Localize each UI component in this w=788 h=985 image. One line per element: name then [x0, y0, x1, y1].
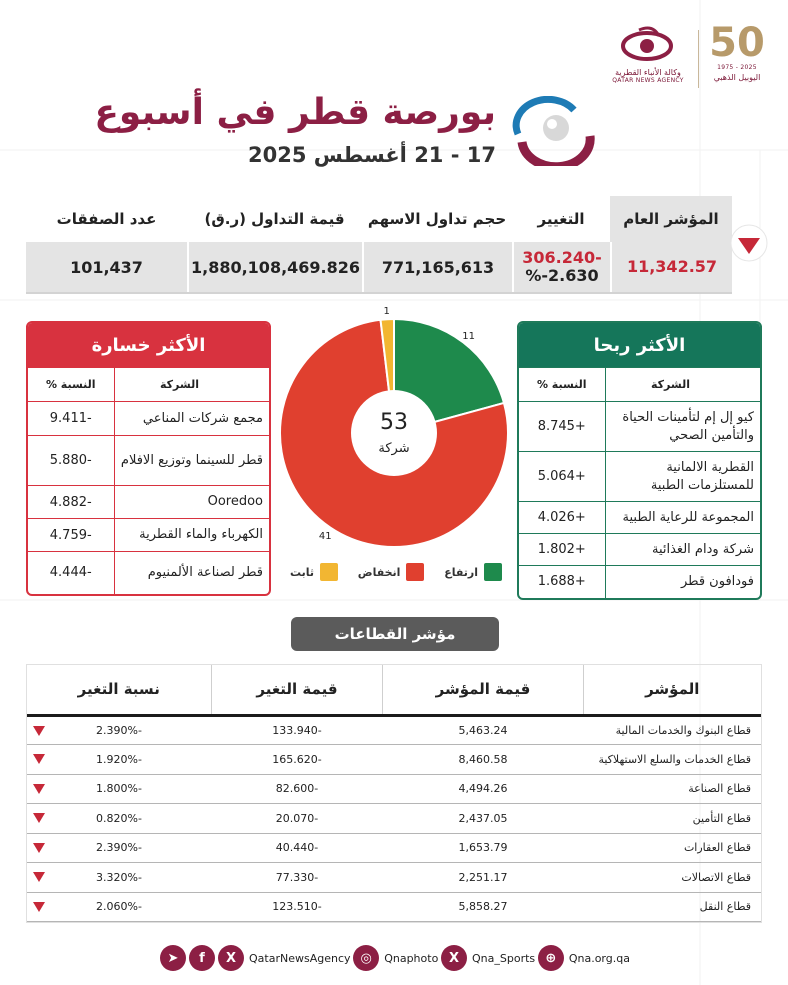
table-row [519, 502, 760, 534]
top-losers-header-row [28, 368, 269, 402]
sector-change: -133.940 [211, 715, 383, 745]
top-gainers-title: الأكثر ربحا [519, 323, 760, 367]
company-percent: -4.882 [28, 486, 114, 519]
page-subtitle: 17 - 21 أغسطس 2025 [248, 143, 496, 167]
qna-name-en: QATAR NEWS AGENCY [612, 77, 684, 85]
down-arrow-icon [730, 224, 768, 262]
sector-value: 5,463.24 [383, 715, 583, 745]
sector-name: قطاع التأمين [583, 804, 761, 834]
header-volume: حجم تداول الاسهم [367, 210, 507, 228]
jubilee-number: 50 [709, 20, 765, 66]
stock-exchange-logo-icon [508, 96, 598, 166]
agency-handle[interactable]: QatarNewsAgency [249, 951, 351, 965]
deals-value: 101,437 [70, 257, 143, 277]
down-triangle-icon [33, 754, 45, 764]
sector-change-pct-text: -0.820% [96, 811, 142, 825]
sector-name: قطاع البنوك والخدمات المالية [583, 715, 761, 745]
col-company: الشركة [605, 368, 760, 402]
header-general-index: المؤشر العام [610, 196, 732, 242]
company-name: الكهرباء والماء القطرية [114, 519, 269, 552]
footer-social [160, 943, 630, 973]
legend-item-up [444, 563, 502, 581]
company-name: قطر لصناعة الألمنيوم [114, 552, 269, 594]
down-triangle-icon [33, 872, 45, 882]
sector-change-pct [27, 774, 211, 804]
top-losers-table [28, 367, 269, 594]
website-url[interactable]: Qna.org.qa [568, 951, 630, 965]
jubilee-years: 1975 - 2025 [717, 64, 757, 71]
footer-photo-link[interactable] [353, 945, 438, 971]
agency-icons [160, 945, 244, 971]
sector-value: 1,653.79 [383, 833, 583, 863]
table-row [27, 774, 761, 804]
pie-legend [290, 563, 502, 581]
table-row [28, 486, 269, 519]
sector-change-pct [27, 804, 211, 834]
legend-item-flat [290, 563, 338, 581]
qna-name-ar: وكالة الأنباء القطرية [615, 68, 681, 77]
logo-divider [698, 30, 699, 88]
sector-change-pct-text: -1.920% [96, 752, 142, 766]
sector-change-pct [27, 863, 211, 893]
sectors-table [27, 665, 761, 922]
companies-pie-chart [272, 300, 516, 550]
index-summary-values [26, 242, 732, 294]
table-row [28, 552, 269, 594]
change-percent: %-2.630 [525, 266, 599, 285]
col-company: الشركة [114, 368, 269, 402]
sector-change: -82.600 [211, 774, 383, 804]
col-sector-change: قيمة التغير [211, 665, 383, 715]
qna-logo [598, 22, 698, 84]
top-losers-title: الأكثر خسارة [28, 323, 269, 367]
sectors-header-row [27, 665, 761, 715]
sector-change: -77.330 [211, 863, 383, 893]
sports-handle[interactable]: Qna_Sports [472, 951, 536, 965]
legend-item-down [358, 563, 425, 581]
down-triangle-icon [33, 902, 45, 912]
table-row [28, 402, 269, 436]
golden-jubilee-logo [702, 22, 772, 82]
volume-value: 771,165,613 [362, 242, 512, 292]
footer-sports-link[interactable] [441, 945, 535, 971]
table-row [519, 402, 760, 452]
footer-website-link[interactable] [538, 945, 630, 971]
company-percent: +5.064 [519, 452, 605, 502]
legend-swatch-up [484, 563, 502, 581]
sector-name: قطاع الاتصالات [583, 863, 761, 893]
table-row [28, 436, 269, 486]
globe-icon[interactable]: ⊕ [538, 945, 564, 971]
sector-value: 2,437.05 [383, 804, 583, 834]
col-sector-change-pct: نسبة التغير [77, 680, 160, 699]
general-index-value: 11,342.57 [610, 242, 732, 292]
legend-label-down: انخفاض [357, 565, 401, 579]
legend-label-flat: ثابت [290, 565, 315, 579]
photo-handle[interactable]: Qnaphoto [384, 951, 439, 965]
table-row [27, 892, 761, 922]
top-gainers-panel [517, 321, 762, 600]
sector-change: -165.620 [211, 745, 383, 775]
table-row [28, 519, 269, 552]
company-percent: +4.026 [519, 502, 605, 534]
top-losers-panel [26, 321, 271, 596]
company-percent: -5.880 [28, 436, 114, 486]
jubilee-label: اليوبيل الذهبي [713, 73, 761, 82]
sector-value: 8,460.58 [383, 745, 583, 775]
sector-value: 2,251.17 [383, 863, 583, 893]
sector-change-pct-text: -1.800% [96, 782, 142, 796]
down-triangle-icon [33, 843, 45, 853]
company-percent: +8.745 [519, 402, 605, 452]
sector-change-pct-text: -2.390% [96, 723, 142, 737]
down-triangle-icon [33, 813, 45, 823]
sector-name: قطاع الصناعة [583, 774, 761, 804]
company-percent: -9.411 [28, 402, 114, 436]
instagram-icon[interactable]: ◎ [353, 945, 379, 971]
legend-swatch-flat [320, 563, 338, 581]
company-name: فودافون قطر [605, 566, 760, 598]
sector-name: قطاع العقارات [583, 833, 761, 863]
sector-name: قطاع النقل [583, 892, 761, 922]
table-row [27, 804, 761, 834]
company-percent: -4.759 [28, 519, 114, 552]
company-percent: -4.444 [28, 552, 114, 594]
col-percent: النسبة % [519, 368, 605, 402]
qna-emblem-icon [619, 22, 677, 66]
footer-agency-link[interactable] [160, 945, 351, 971]
company-name: قطر للسينما وتوزيع الافلام [114, 436, 269, 486]
trade-value: 1,880,108,469.826 [187, 242, 362, 292]
company-percent: +1.688 [519, 566, 605, 598]
sector-change-pct-text: -3.320% [96, 870, 142, 884]
sector-name: قطاع الخدمات والسلع الاستهلاكية [583, 745, 761, 775]
company-percent: +1.802 [519, 534, 605, 566]
company-name: كيو إل إم لتأمينات الحياة والتأمين الصحي [605, 402, 760, 452]
col-sector-value: قيمة المؤشر [383, 665, 583, 715]
x-icon[interactable]: X [441, 945, 467, 971]
sector-change-pct [27, 833, 211, 863]
header-change: التغيير [537, 210, 585, 228]
top-gainers-table [519, 367, 760, 598]
down-triangle-icon [33, 726, 45, 736]
change-points: -306.240 [522, 247, 602, 267]
legend-swatch-down [406, 563, 424, 581]
header-value: قيمة التداول (ر.ق) [204, 210, 345, 228]
company-name: Ooredoo [114, 486, 269, 519]
col-sector: المؤشر [583, 665, 761, 715]
pie-slice-label: 11 [462, 331, 476, 343]
header-deals: عدد الصفقات [56, 210, 157, 228]
down-triangle-icon [33, 784, 45, 794]
table-row [519, 566, 760, 598]
table-row [519, 534, 760, 566]
table-row [27, 745, 761, 775]
sector-value: 5,858.27 [383, 892, 583, 922]
index-summary-table [26, 196, 732, 294]
company-name: المجموعة للرعاية الطبية [605, 502, 760, 534]
pie-slice-label: 41 [318, 531, 332, 543]
sector-change: -40.440 [211, 833, 383, 863]
sector-change: -20.070 [211, 804, 383, 834]
sector-change-pct [27, 745, 211, 775]
sector-change-pct-text: -2.060% [96, 900, 142, 914]
table-row [27, 863, 761, 893]
company-name: مجمع شركات المناعي [114, 402, 269, 436]
index-summary-header [26, 196, 732, 242]
pie-slice-label: 1 [383, 306, 390, 318]
sectors-table-wrap [26, 664, 762, 923]
x-icon[interactable]: X [218, 945, 244, 971]
sector-change-pct [27, 892, 211, 922]
table-row [519, 452, 760, 502]
sector-change-pct [27, 715, 211, 745]
company-name: شركة ودام الغذائية [605, 534, 760, 566]
pie-svg [272, 300, 516, 550]
facebook-icon[interactable]: f [189, 945, 215, 971]
col-percent: النسبة % [28, 368, 114, 402]
pie-center-label: شركة [378, 441, 410, 456]
pie-center-value: 53 [380, 410, 408, 435]
sector-change: -123.510 [211, 892, 383, 922]
change-value [512, 242, 610, 292]
top-gainers-header-row [519, 368, 760, 402]
sector-change-pct-text: -2.390% [96, 841, 142, 855]
legend-label-up: ارتفاع [444, 565, 478, 579]
company-name: القطرية الالمانية للمستلزمات الطبية [605, 452, 760, 502]
page-title: بورصة قطر في أسبوع [94, 92, 496, 133]
sectors-title: مؤشر القطاعات [291, 617, 499, 651]
table-row [27, 833, 761, 863]
table-row [27, 715, 761, 745]
telegram-icon[interactable]: ➤ [160, 945, 186, 971]
sector-value: 4,494.26 [383, 774, 583, 804]
